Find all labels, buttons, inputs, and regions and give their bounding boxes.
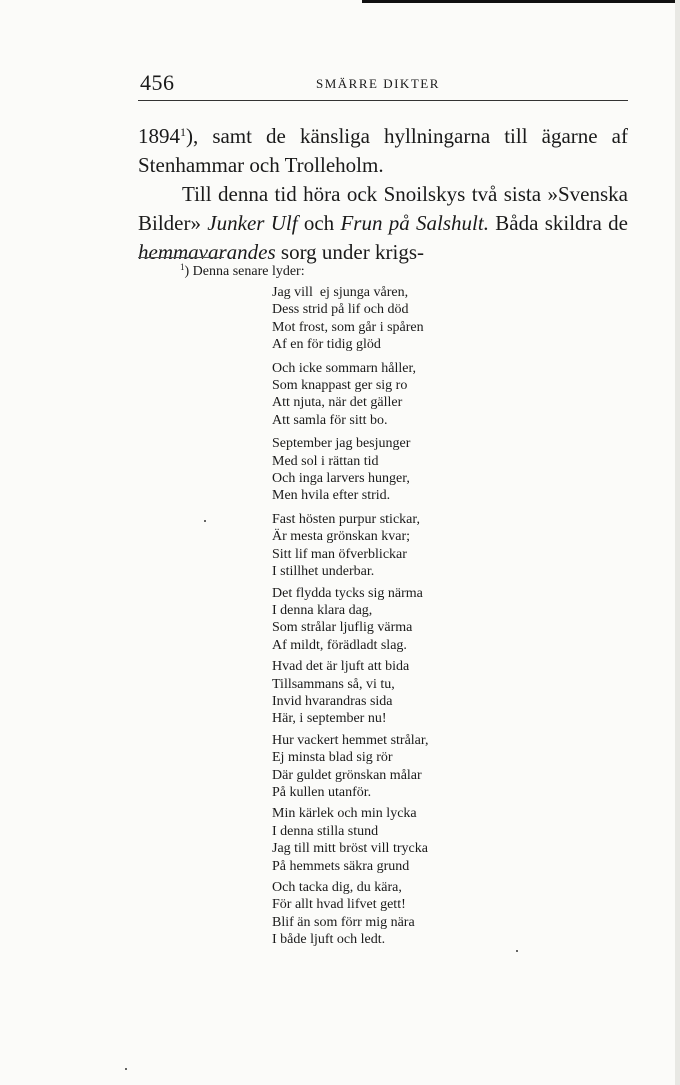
poem-line: Och icke sommarn håller, [272,360,417,376]
poem-line: För allt hvad lifvet gett! [272,897,406,913]
print-speck [204,520,206,522]
poem-line: Att njuta, när det gäller [272,395,403,411]
poem-line: I denna stilla stund [272,823,379,839]
poem-line: Fast hösten purpur stickar, [272,511,420,527]
running-head: SMÄRRE DIKTER [316,76,440,91]
footnote-rule [138,257,224,258]
poem-line: I denna klara dag, [272,602,373,618]
poem-stanza [272,284,532,354]
p2-text-b: och [297,211,341,235]
p2-text-c: Båda skildra de [488,211,628,235]
poem-line: Blif än som förr mig nära [272,914,415,930]
poem-line: I stillhet underbar. [272,564,375,580]
title-frun-pa-salshult: Frun på Salshult. [340,211,489,235]
print-speck [125,1068,127,1070]
poem-line: Att samla för sitt bo. [272,412,388,428]
poem-stanza [272,585,532,655]
page-number: 456 [140,70,175,95]
footnote-reference: 1 [180,125,186,139]
p1-year: 1894 [138,124,180,148]
title-junker-ulf: Junker Ulf [207,211,298,235]
footnote-marker: 1 [180,262,185,272]
poem-line: Dess strid på lif och död [272,302,409,318]
p1-rest: ), samt de känsliga hyllningarna till ägarne af Stenhammar och Trolleholm. [138,124,628,177]
poem-stanza [272,511,532,581]
poem-line: Jag till mitt bröst vill trycka [272,841,428,857]
poem-line: Och tacka dig, du kära, [272,880,402,895]
poem-line: Af en för tidig glöd [272,337,381,353]
p2-text-a: Till denna tid höra ock Snoilskys två sista »Svenska Bilder» [138,182,628,235]
poem-stanza [272,435,532,505]
poem-line: Ej minsta blad sig rör [272,750,393,766]
poem-line: Och inga larvers hunger, [272,471,410,487]
footnote-poem [272,284,532,953]
poem-line: Men hvila efter strid. [272,488,391,504]
poem-line: Invid hvarandras sida [272,693,393,709]
poem-line: Tillsammans så, vi tu, [272,676,395,692]
p2-text-d: sorg under krigs- [275,240,424,264]
poem-stanza [272,732,532,802]
poem-line: I både ljuft och ledt. [272,932,386,948]
emphasis-hemmavarandes: hemmavarandes [138,240,276,264]
print-speck [516,950,518,952]
poem-line: Som knappast ger sig ro [272,378,408,394]
poem-line: På hemmets säkra grund [272,858,410,874]
poem-line: Hur vackert hemmet strålar, [272,732,429,748]
poem-line: Är mesta grönskan kvar; [272,529,411,545]
poem-line: Sitt lif man öfverblickar [272,546,407,562]
paragraph-1 [138,118,628,180]
page-header [138,70,628,101]
footnote-intro [180,262,305,280]
poem-line: Jag vill ej sjunga våren, [272,285,409,300]
poem-line: Af mildt, förädladt slag. [272,637,407,653]
poem-line: Det flydda tycks sig närma [272,585,423,601]
poem-line: Där guldet grönskan målar [272,767,422,783]
poem-line: Här, i september nu! [272,711,387,727]
poem-line: Hvad det är ljuft att bida [272,659,410,675]
poem-stanza [272,658,532,728]
poem-line: September jag besjunger [272,436,411,452]
poem-line: Min kärlek och min lycka [272,806,417,822]
paragraph-2 [138,180,628,267]
body-text [138,118,628,267]
poem-stanza [272,879,532,949]
poem-stanza [272,360,532,430]
poem-stanza [272,805,532,875]
poem-line: Med sol i rättan tid [272,453,379,469]
poem-line: Mot frost, som går i spåren [272,319,424,335]
poem-line: Som strålar ljuflig värma [272,620,413,636]
poem-line: På kullen utanför. [272,784,372,800]
page-edge-shadow [675,0,680,1085]
footnote-intro-text: ) Denna senare lyder: [184,264,305,279]
top-edge-rule [362,0,680,3]
